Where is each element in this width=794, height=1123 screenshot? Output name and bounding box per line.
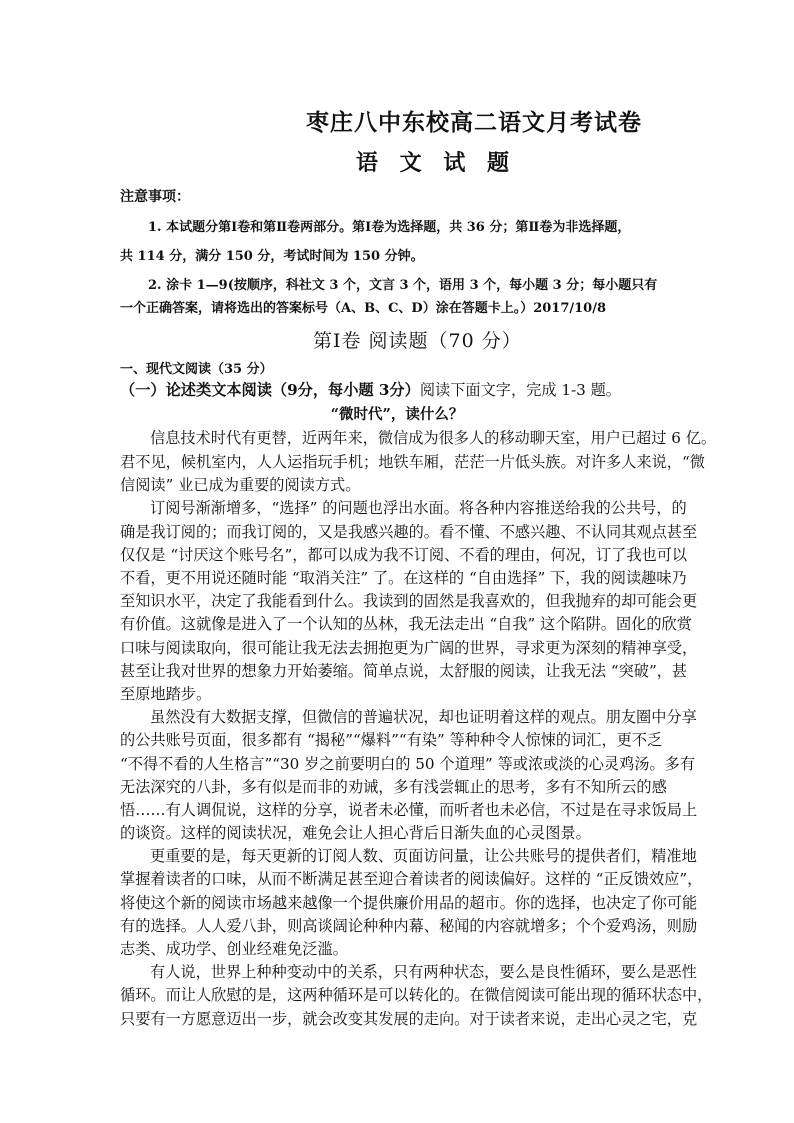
article-line: 只要有一方愿意迈出一步，就会改变其发展的走向。对于读者来说，走出心灵之宅，克 [120, 1010, 698, 1028]
article-line: 确是我订阅的；而我订阅的，又是我感兴趣的。看不懂、不感兴趣、不认同其观点甚至 [120, 523, 698, 541]
notice-line: 2. 涂卡 1—9(按顺序，科社文 3 个，文言 3 个，语用 3 个，每小题 3 分；每小题只有 [148, 278, 658, 293]
article-line: 的谈资。这样的阅读状况，难免会让人担心背后日渐失血的心灵图景。 [120, 824, 591, 842]
article-line: 将使这个新的阅读市场越来越像一个提供廉价用品的超市。你的选择，也决定了你可能 [120, 894, 698, 912]
section-title: 第Ⅰ卷 阅读题（70 分） [313, 330, 522, 352]
article-title: “微时代”，读什么？ [330, 406, 464, 423]
article-line: 信阅读” 业已成为重要的阅读方式。 [120, 476, 361, 494]
article-line: 的公共账号页面，很多都有 “揭秘”“爆料”“有染” 等种种令人惊悚的词汇，更不乏 [120, 731, 663, 749]
article-line: 志类、成功学、创业经难免泛滥。 [120, 940, 348, 958]
notice-line: 1. 本试题分第Ⅰ卷和第Ⅱ卷两部分。第Ⅰ卷为选择题，共 36 分；第Ⅱ卷为非选择题， [148, 220, 631, 235]
article-line: 有的选择。人人爱八卦，则高谈阔论种种内幕、秘闻的内容就增多；个个爱鸡汤，则励 [120, 917, 698, 935]
article-line: 甚至让我对世界的想象力开始萎缩。简单点说，太舒服的阅读，让我无法 “突破”，甚 [120, 662, 688, 680]
article-line: 至原地踏步。 [120, 685, 212, 703]
article-line: 无法深究的八卦，多有似是而非的劝诫，多有浅尝辄止的思考，多有不知所云的感 [120, 778, 667, 796]
part-heading: 一、现代文阅读（35 分） [120, 362, 273, 377]
article-line: 仅仅是 “讨厌这个账号名”，都可以成为我不订阅、不看的理由，何况，订了我也可以 [120, 546, 688, 564]
notice-line: 一个正确答案，请将选出的答案标号（A、B、C、D）涂在答题卡上。）2017/10/8 [120, 301, 607, 316]
article-line: 不看，更不用说还随时能 “取消关注” 了。在这样的 “自由选择” 下，我的阅读趣味乃 [120, 569, 687, 587]
exam-subtitle: 语 文 试 题 [356, 150, 516, 176]
subsection-heading-bold: （一）论述类文本阅读（9分，每小题 3分） [120, 381, 420, 399]
subsection-heading [120, 379, 621, 400]
article-line: 更重要的是，每天更新的订阅人数、页面访问量，让公共账号的提供者们，精准地 [150, 847, 697, 865]
article-line: 订阅号渐渐增多，“选择” 的问题也浮出水面。将各种内容推送给我的公共号，的 [150, 499, 687, 517]
article-line: 君不见，候机室内，人人运指玩手机；地铁车厢，茫茫一片低头族。对许多人来说，“微 [120, 453, 705, 471]
article-line: 循环。而让人欣慰的是，这两种循环是可以转化的。在微信阅读可能出现的循环状态中， [120, 986, 713, 1004]
notice-line: 共 114 分，满分 150 分，考试时间为 150 分钟。 [120, 249, 424, 264]
article-line: 信息技术时代有更替，近两年来，微信成为很多人的移动聊天室，用户已超过 6 亿。 [150, 429, 717, 447]
exam-title: 枣庄八中东校高二语文月考试卷 [306, 109, 642, 136]
article-line: 虽然没有大数据支撑，但微信的普遍状况，却也证明着这样的观点。朋友圈中分享 [150, 708, 697, 726]
article-line: 口味与阅读取向，很可能让我无法去拥抱更为广阔的世界，寻求更为深刻的精神享受， [120, 639, 698, 657]
article-line: 至知识水平，决定了我能看到什么。我读到的固然是我喜欢的，但我抛弃的却可能会更 [120, 592, 698, 610]
notice-heading: 注意事项： [120, 189, 190, 205]
subsection-instruction: 阅读下面文字，完成 1-3 题。 [419, 381, 621, 399]
article-line: 掌握着读者的口味，从而不断满足甚至迎合着读者的阅读偏好。这样的 “正反馈效应”， [120, 870, 703, 888]
article-line: 悟……有人调侃说，这样的分享，说者未必懂，而听者也未必信，不过是在寻求饭局上 [120, 801, 698, 819]
article-line: 有价值。这就像是进入了一个认知的丛林，我无法走出 “自我” 这个陷阱。固化的欣赏 [120, 615, 692, 633]
article-line: 有人说，世界上种种变动中的关系，只有两种状态，要么是良性循环，要么是恶性 [150, 963, 697, 981]
article-line: “不得不看的人生格言”“30 岁之前要明白的 50 个道理” 等或浓或淡的心灵鸡汤。多有 [120, 755, 696, 773]
